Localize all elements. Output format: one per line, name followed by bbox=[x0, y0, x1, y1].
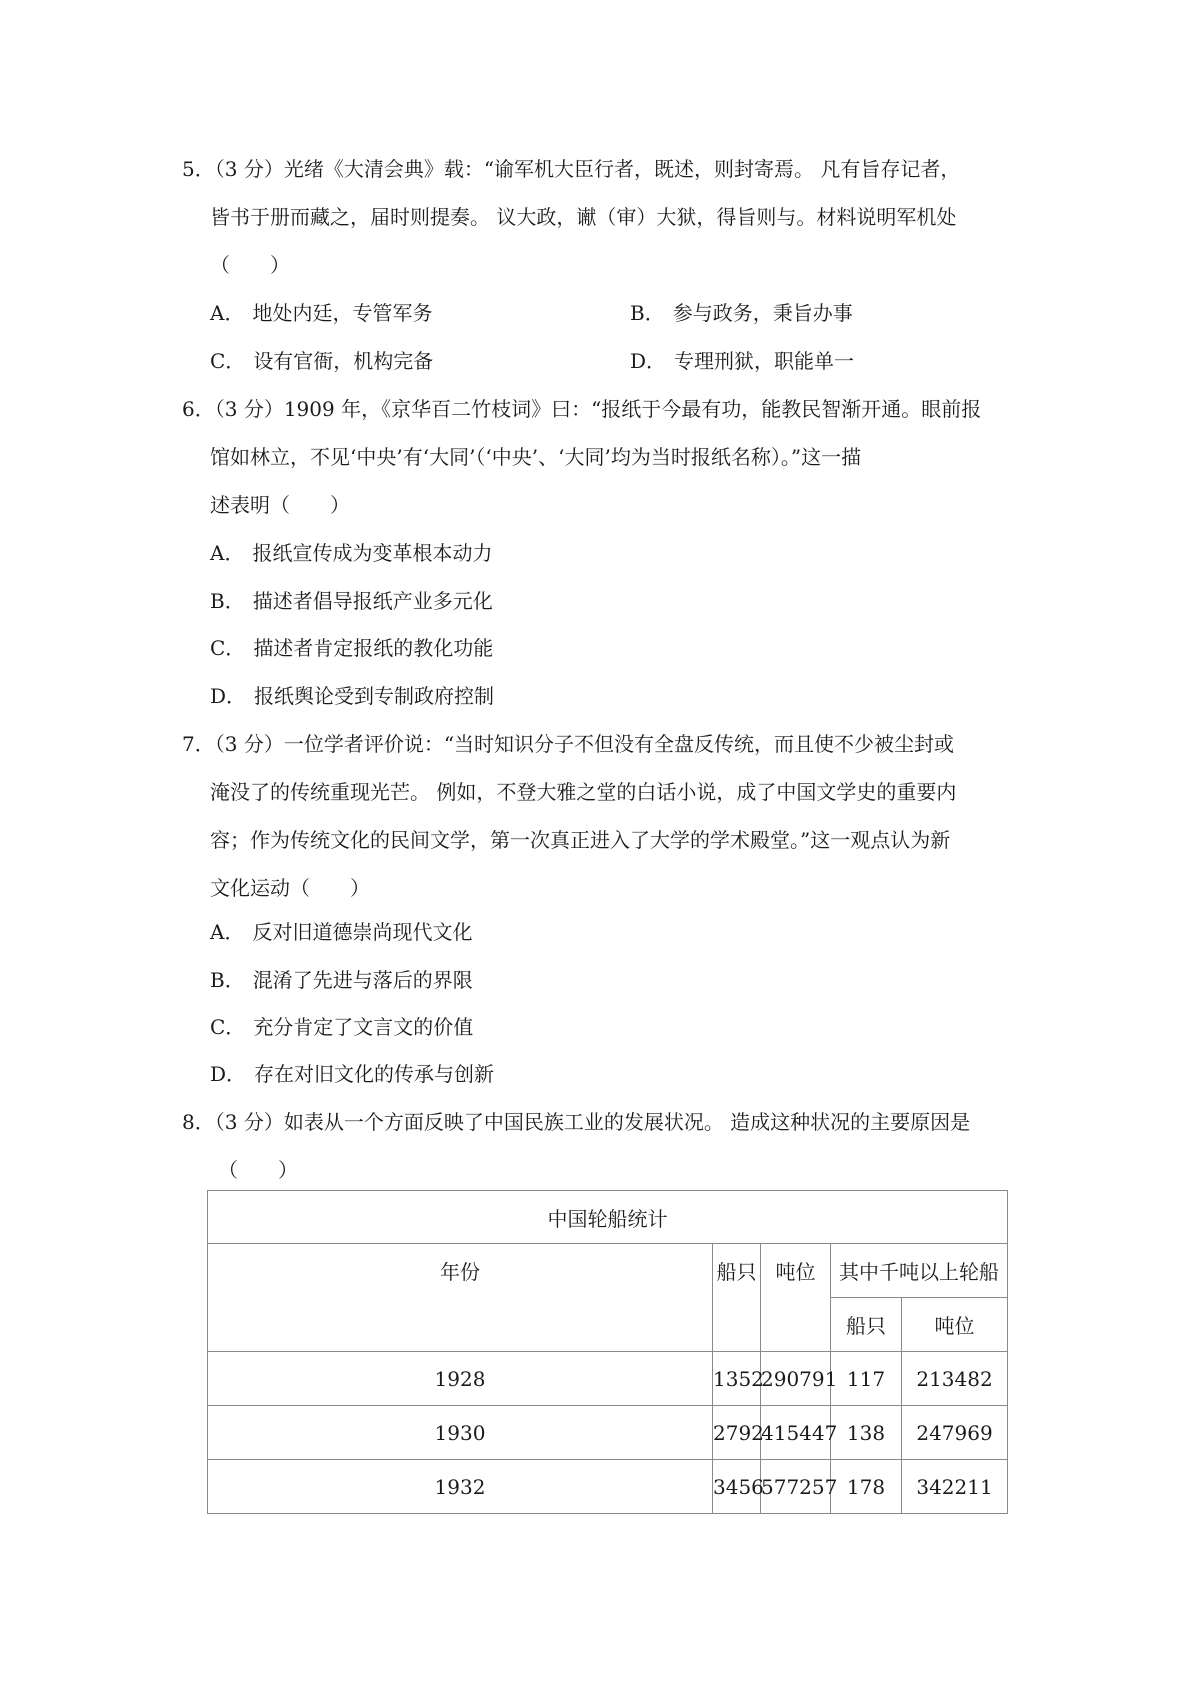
option-letter: B． bbox=[630, 301, 665, 325]
option-text: 设有官衙，机构完备 bbox=[253, 349, 434, 373]
option-letter: D． bbox=[210, 1062, 247, 1086]
header-year: 年份 bbox=[208, 1244, 713, 1352]
option-text: 参与政务，秉旨办事 bbox=[672, 301, 853, 325]
table-row bbox=[208, 1406, 1008, 1460]
header-tonnage: 吨位 bbox=[761, 1244, 831, 1352]
option-d[interactable] bbox=[210, 672, 494, 720]
cell-tonnage: 415447 bbox=[761, 1406, 831, 1460]
table-title: 中国轮船统计 bbox=[208, 1191, 1008, 1244]
question-5 bbox=[182, 145, 1024, 289]
option-letter: C． bbox=[210, 636, 246, 660]
cell-year: 1930 bbox=[208, 1406, 713, 1460]
option-letter: D． bbox=[210, 684, 247, 708]
cell-large-ships: 117 bbox=[831, 1352, 902, 1406]
option-letter: B． bbox=[210, 968, 245, 992]
option-b[interactable] bbox=[630, 289, 853, 337]
option-text: 充分肯定了文言文的价值 bbox=[253, 1015, 474, 1039]
option-b[interactable] bbox=[210, 577, 493, 625]
cell-tonnage: 290791 bbox=[761, 1352, 831, 1406]
option-letter: A． bbox=[210, 541, 245, 565]
question-answer-bracket: （ ） bbox=[218, 1158, 298, 1182]
option-text: 描述者肯定报纸的教化功能 bbox=[253, 636, 494, 660]
question-stem-line: 馆如林立，不见‘中央’有‘大同’（‘中央’、‘大同’均为当时报纸名称）。”这一描 bbox=[210, 445, 862, 469]
cell-ships: 1352 bbox=[713, 1352, 761, 1406]
option-letter: A． bbox=[210, 920, 245, 944]
question-stem-line: 皆书于册而藏之，届时则提奏。 议大政，谳（审）大狱，得旨则与。材料说明军机处 bbox=[210, 205, 957, 229]
cell-large-ships: 178 bbox=[831, 1460, 902, 1514]
option-a[interactable] bbox=[210, 908, 472, 956]
cell-year: 1928 bbox=[208, 1352, 713, 1406]
question-6 bbox=[182, 385, 1024, 529]
option-text: 混淆了先进与落后的界限 bbox=[252, 968, 473, 992]
question-8 bbox=[182, 1098, 1024, 1194]
option-text: 描述者倡导报纸产业多元化 bbox=[252, 589, 493, 613]
header-ships: 船只 bbox=[713, 1244, 761, 1352]
option-a[interactable] bbox=[210, 529, 492, 577]
question-7 bbox=[182, 720, 1024, 912]
question-stem-line: 文化运动（ ） bbox=[210, 876, 370, 900]
question-stem-line: 淹没了的传统重现光芒。 例如，不登大雅之堂的白话小说，成了中国文学史的重要内 bbox=[210, 780, 957, 804]
option-d[interactable] bbox=[210, 1050, 494, 1098]
header-large-ships-count: 船只 bbox=[831, 1298, 902, 1352]
cell-ships: 3456 bbox=[713, 1460, 761, 1514]
question-number: 5． bbox=[182, 157, 215, 181]
option-d[interactable] bbox=[630, 337, 854, 385]
cell-large-tonnage: 213482 bbox=[902, 1352, 1008, 1406]
question-answer-bracket: （ ） bbox=[210, 253, 290, 277]
question-stem: （3 分）1909 年，《京华百二竹枝词》曰：“报纸于今最有功，能教民智渐开通。眼前报 bbox=[214, 397, 982, 421]
option-b[interactable] bbox=[210, 956, 473, 1004]
option-letter: C． bbox=[210, 1015, 246, 1039]
option-c[interactable] bbox=[210, 624, 493, 672]
cell-large-tonnage: 247969 bbox=[902, 1406, 1008, 1460]
question-number: 6． bbox=[182, 397, 215, 421]
cell-large-tonnage: 342211 bbox=[902, 1460, 1008, 1514]
question-stem: （3 分）一位学者评价说：“当时知识分子不但没有全盘反传统，而且使不少被尘封或 bbox=[214, 732, 955, 756]
option-letter: C． bbox=[210, 349, 246, 373]
question-stem-line: 述表明（ ） bbox=[210, 493, 350, 517]
question-stem: （3 分）光绪《大清会典》载：“谕军机大臣行者，既述，则封寄焉。 凡有旨存记者， bbox=[214, 157, 961, 181]
option-text: 存在对旧文化的传承与创新 bbox=[254, 1062, 495, 1086]
option-letter: B． bbox=[210, 589, 245, 613]
option-text: 报纸宣传成为变革根本动力 bbox=[252, 541, 493, 565]
table-row bbox=[208, 1352, 1008, 1406]
option-letter: D． bbox=[630, 349, 667, 373]
cell-year: 1932 bbox=[208, 1460, 713, 1514]
question-number: 8． bbox=[182, 1110, 215, 1134]
header-large-ships-group: 其中千吨以上轮船 bbox=[831, 1244, 1008, 1298]
cell-ships: 2792 bbox=[713, 1406, 761, 1460]
table-row bbox=[208, 1460, 1008, 1514]
question-stem: （3 分）如表从一个方面反映了中国民族工业的发展状况。 造成这种状况的主要原因是 bbox=[214, 1110, 971, 1134]
option-text: 专理刑狱，职能单一 bbox=[674, 349, 855, 373]
question-stem-line: 容；作为传统文化的民间文学，第一次真正进入了大学的学术殿堂。”这一观点认为新 bbox=[210, 828, 951, 852]
cell-tonnage: 577257 bbox=[761, 1460, 831, 1514]
option-a[interactable] bbox=[210, 289, 432, 337]
option-text: 地处内廷，专管军务 bbox=[252, 301, 433, 325]
option-text: 反对旧道德崇尚现代文化 bbox=[252, 920, 473, 944]
cell-large-ships: 138 bbox=[831, 1406, 902, 1460]
option-text: 报纸舆论受到专制政府控制 bbox=[254, 684, 495, 708]
question-number: 7． bbox=[182, 732, 215, 756]
option-letter: A． bbox=[210, 301, 245, 325]
option-c[interactable] bbox=[210, 1003, 473, 1051]
header-large-ships-tonnage: 吨位 bbox=[902, 1298, 1008, 1352]
ship-statistics-table bbox=[207, 1190, 1007, 1514]
option-c[interactable] bbox=[210, 337, 433, 385]
